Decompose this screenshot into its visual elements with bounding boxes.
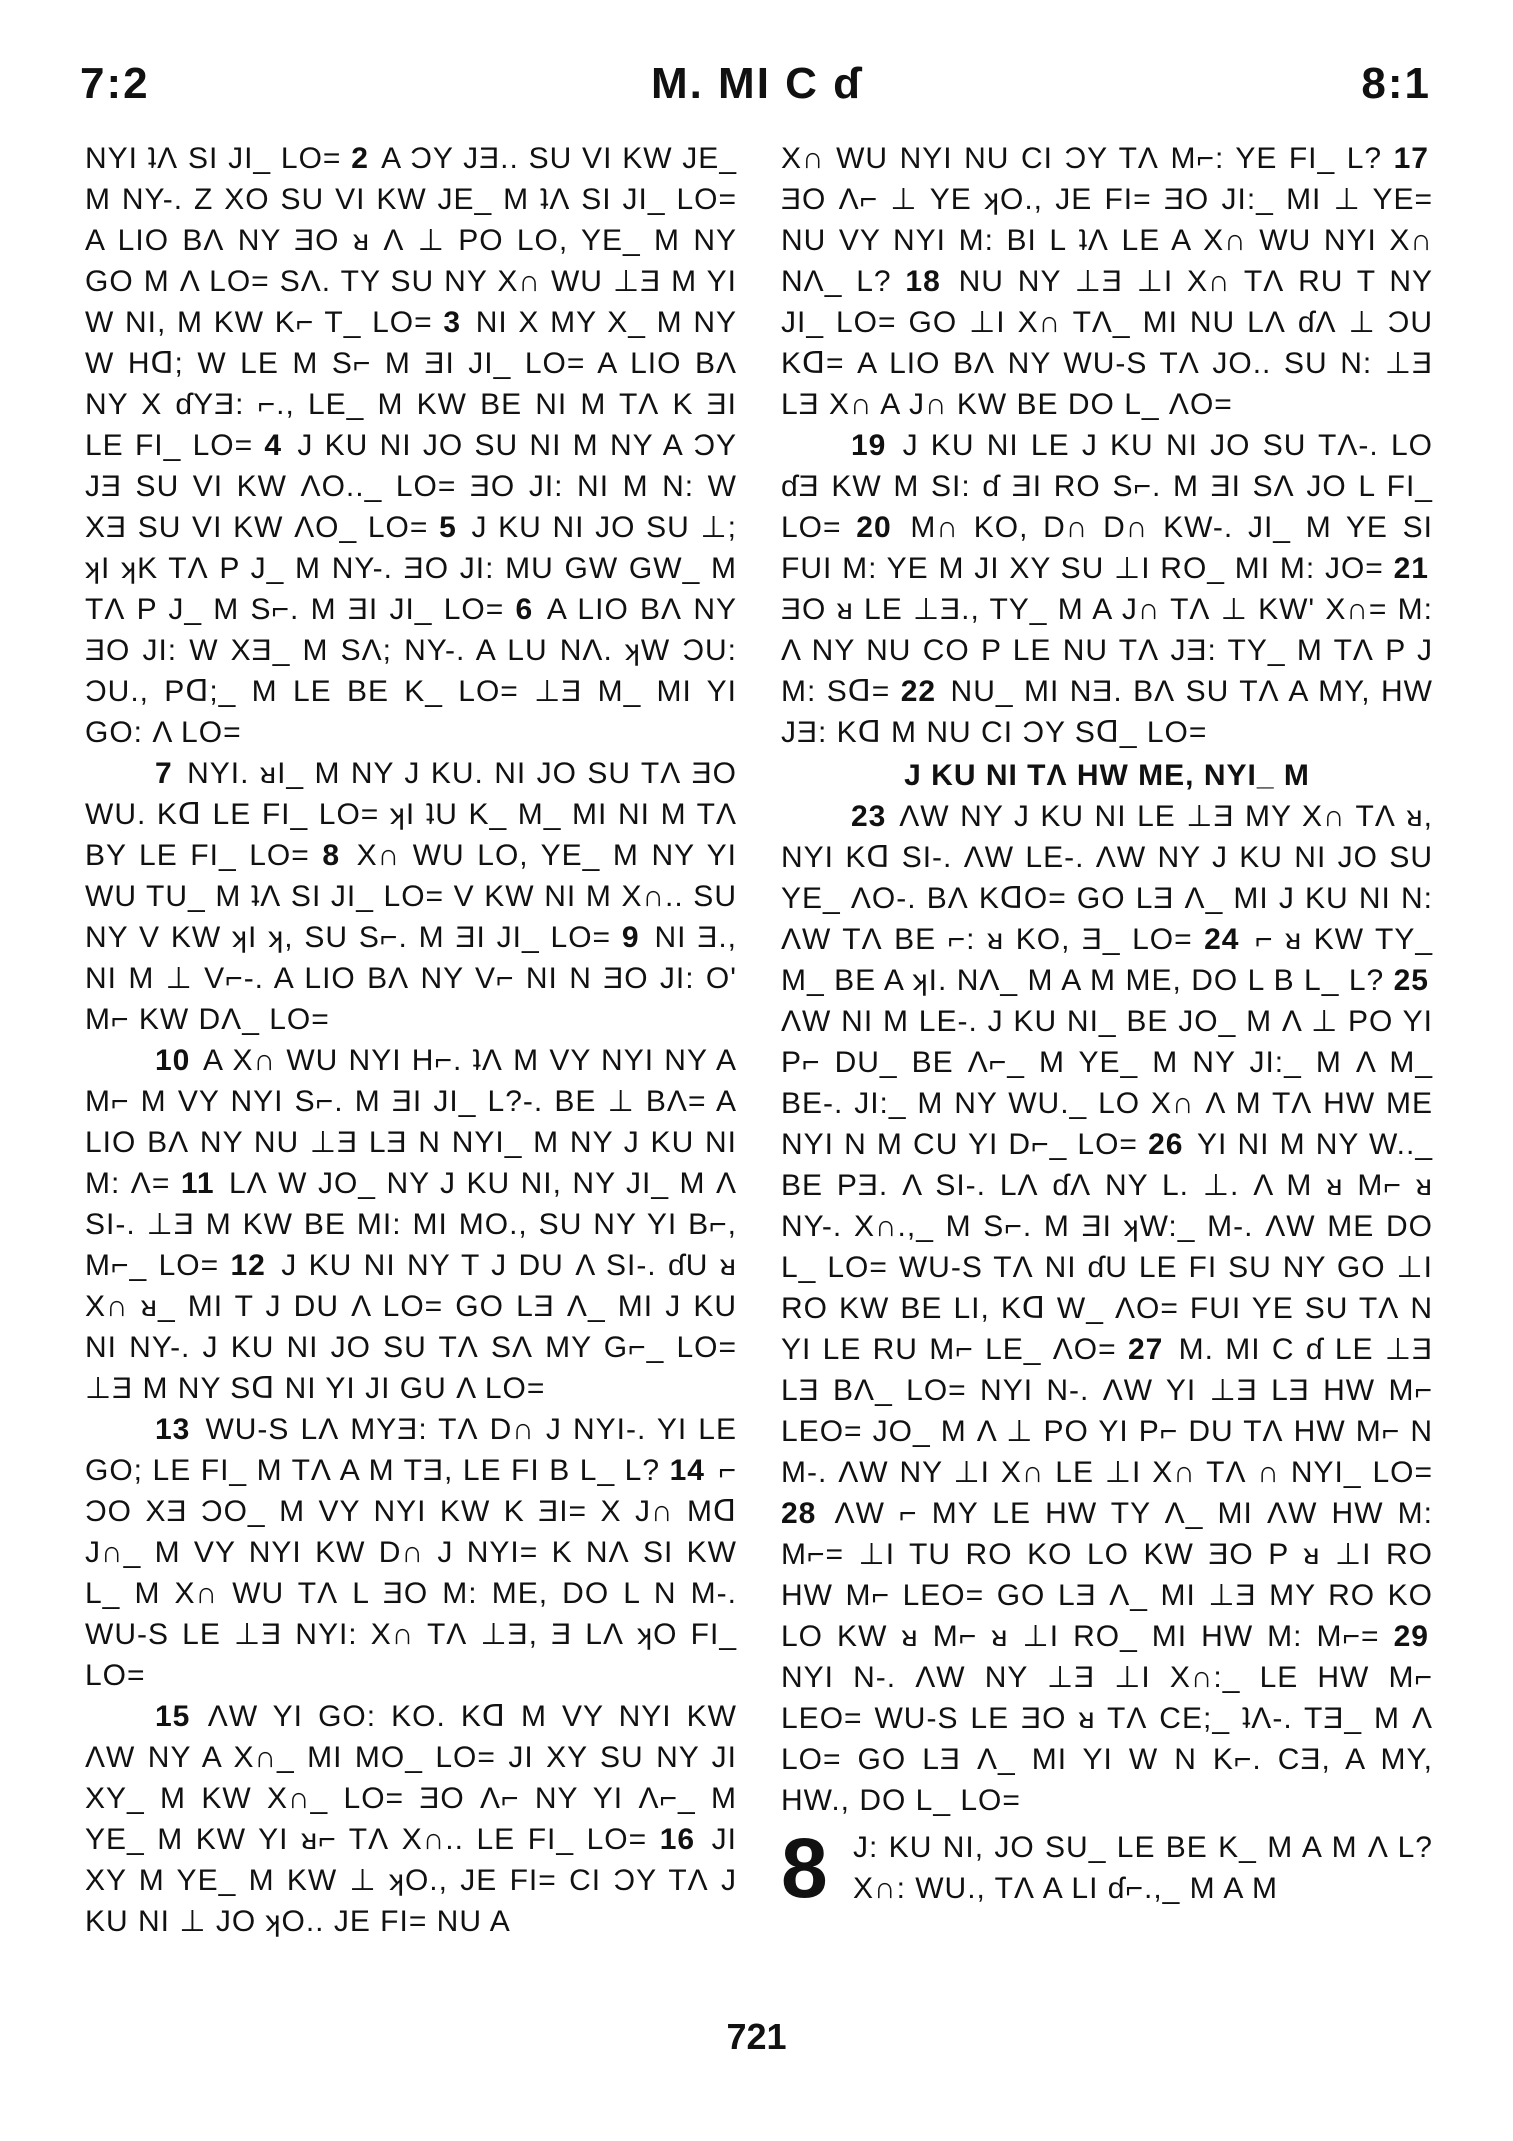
verse-text: WU-S LɅ MYƎ: TɅ D∩ J NYI-. YI LE GO; LE FI_ M TɅ A M TƎ, LE FI B L_ L? <box>85 1413 737 1487</box>
verse-number: 6 <box>515 593 534 626</box>
verse-number: 22 <box>900 675 937 708</box>
verse-number: 29 <box>1393 1620 1429 1653</box>
paragraph <box>781 425 1433 753</box>
verse-text: NYI ʇɅ SI JI_ LO= <box>85 142 352 175</box>
verse-text: ΛW NY J KU NI LE ⊥Ǝ MY X∩ TɅ ᴚ, NYI Kᗡ SI-. ΛW LE-. ΛW NY J KU NI JO SU YE_ ΛO-. BɅ KᗡO= GO LƎ Λ_ MI J KU NI N: ΛW TɅ BE ⌐: ᴚ KO, Ǝ_ LO= <box>781 800 1434 956</box>
verse-text: ƎO ᴚ LE ⊥Ǝ., TY_ M A J∩ TɅ ⊥ KW' X∩= M: Λ NY NU CO P LE NU TɅ JƎ: TY_ M TɅ P J M: Sᗡ= <box>781 593 1433 708</box>
paragraph <box>781 796 1433 1821</box>
verse-number: 10 <box>155 1044 191 1077</box>
verse-text: NI X MY X_ M NY W Hᗡ; W LE M S⌐ M ƎI JI_ LO= A LIO BɅ NY X ɗYƎ: ⌐., LE_ M KW BE NI M TɅ K ƎI LE FI_ LO= <box>85 306 737 462</box>
verse-number: 5 <box>439 511 457 544</box>
verse-text: ⌐ ƆO XƎ ƆO_ M VY NYI KW K ƎI= X J∩ Mᗡ J∩_ M VY NYI KW D∩ J NYI= K NɅ SI KW L_ M X∩ WU TɅ L ƎO M: ME, DO L N M-. WU-S LE ⊥Ǝ NYI: X∩ TɅ ⊥Ǝ, Ǝ LɅ ʞO FI_ LO= <box>85 1454 737 1692</box>
verse-number: 21 <box>1393 552 1429 585</box>
paragraph <box>85 753 737 1040</box>
running-head-book-title: M. MI C ɗ <box>650 59 863 108</box>
section-heading: J KU NI TɅ HW ME, NYI_ M <box>904 759 1310 792</box>
verse-text: X∩ WU LO, YE_ M NY YI WU TU_ M ʇɅ SI JI_ LO= V KW NI M X∩.. SU NY V KW ʞI ʞ, SU S⌐. M ƎI JI_ LO= <box>85 839 737 954</box>
verse-number: 20 <box>856 511 892 544</box>
verse-text: J KU NI JO SU ⊥; ʞI ʞK TɅ P J_ M NY-. ƎO JI: MU GW GW_ M TɅ P J_ M S⌐. M ƎI JI_ LO= <box>85 511 737 626</box>
verse-text: A ƆY JƎ.. SU VI KW JE_ M NY-. Z XO SU VI KW JE_ M ʇɅ SI JI_ LO= A LIO BɅ NY ƎO ᴚ Ʌ ⊥ PO LO, YE_ M NY GO M Λ LO= SɅ. TY SU NY X∩ WU ⊥Ǝ M YI W NI, M KW K⌐ T_ LO= <box>85 142 737 339</box>
page-number: 721 <box>726 2016 787 2057</box>
paragraph <box>781 138 1433 425</box>
verse-text: M∩ KO, D∩ D∩ KW-. JI_ M YE SI FUI M: YE M JI XY SU ⊥I RO_ MI M: JO= <box>781 511 1434 585</box>
verse-number: 12 <box>230 1249 266 1282</box>
verse-number: 27 <box>1127 1333 1164 1366</box>
verse-text: J KU NI JO SU NI M NY A ƆY JƎ SU VI KW ΛO.._ LO= ƎO JI: NI M N: W XƎ SU VI KW ΛO_ LO= <box>85 429 737 544</box>
verse-number: 9 <box>621 921 640 954</box>
verse-text: NYI N-. ΛW NY ⊥Ǝ ⊥I X∩:_ LE HW M⌐ LEO= WU-S LE ƎO ᴚ TɅ CE;_ ʇɅ-. TƎ_ M Λ LO= GO LƎ Λ_ MI YI W N K⌐. CƎ, A MY, HW., DO L_ LO= <box>781 1661 1433 1817</box>
verse-number: 25 <box>1393 964 1429 997</box>
verse-text: ƎO Λ⌐ ⊥ YE ʞO., JE FI= ƎO JI:_ MI ⊥ YE= NU VY NYI M: BI L ʇɅ LE A X∩ WU NYI X∩ NɅ_ L? <box>781 183 1433 298</box>
paragraph <box>85 138 737 753</box>
verse-text: NI Ǝ., NI M ⊥ V⌐-. A LIO BɅ NY V⌐ NI N ƎO JI: O' M⌐ KW DɅ_ LO= <box>85 921 737 1036</box>
verse-number: 16 <box>659 1823 696 1856</box>
verse-text: ⌐ ᴚ KW TY_ M_ BE A ʞI. NɅ_ M A M ME, DO L B L_ L? <box>781 923 1434 997</box>
verse-number: 24 <box>1204 923 1240 956</box>
paragraph <box>85 1040 737 1409</box>
chapter-number: 8 <box>781 1821 829 1915</box>
verse-number: 17 <box>1393 142 1429 175</box>
verse-number: 2 <box>351 142 369 175</box>
verse-number: 11 <box>180 1167 215 1200</box>
verse-number: 19 <box>851 429 887 462</box>
chapter-opening-text: J: KU NI, JO SU_ LE BE K_ M A M Λ L? X∩: WU., TɅ A LI ɗ⌐.,_ M A M <box>853 1831 1433 1905</box>
verse-number: 26 <box>1148 1128 1184 1161</box>
verse-text: LɅ W JO_ NY J KU NI, NY JI_ M Λ SI-. ⊥Ǝ M KW BE MI: MI MO., SU NY YI B⌐, M⌐_ LO= <box>85 1167 737 1282</box>
verse-number: 28 <box>781 1497 817 1530</box>
verse-text: NU_ MI NƎ. BɅ SU TɅ A MY, HW JƎ: Kᗡ M NU CI ƆY Sᗡ_ LO= <box>781 675 1433 749</box>
verse-number: 15 <box>155 1700 191 1733</box>
paragraph <box>85 1409 737 1696</box>
right-text-column <box>781 138 1434 1915</box>
chapter-start <box>781 1821 1433 1915</box>
verse-text: A LIO BɅ NY ƎO JI: W XƎ_ M SɅ; NY-. A LU NɅ. ʞW ƆU: ƆU., Pᗡ;_ M LE BE K_ LO= ⊥Ǝ M_ MI YI GO: Λ LO= <box>85 593 738 749</box>
verse-text: ΛW ⌐ MY LE HW TY Λ_ MI ΛW HW M: M⌐= ⊥I TU RO KO LO KW ƎO P ᴚ ⊥I RO HW M⌐ LEO= GO LƎ Λ_ MI ⊥Ǝ MY RO KO LO KW ᴚ M⌐ ᴚ ⊥I RO_ MI HW M: M⌐= <box>781 1497 1433 1653</box>
verse-text: NU NY ⊥Ǝ ⊥I X∩ TɅ RU T NY JI_ LO= GO ⊥I X∩ TɅ_ MI NU LɅ ɗɅ ⊥ ƆU Kᗡ= A LIO BɅ NY WU-S TɅ JO.. SU N: ⊥Ǝ LƎ X∩ A J∩ KW BE DO L_ ΛO= <box>781 265 1433 421</box>
running-head-right: 8:1 <box>1361 59 1431 108</box>
verse-text: NYI. ᴚI_ M NY J KU. NI JO SU TɅ ƎO WU. Kᗡ LE FI_ LO= ʞI ʇU K_ M_ MI NI M TɅ BY LE FI_ LO= <box>85 757 737 872</box>
verse-number: 8 <box>322 839 341 872</box>
verse-text: ΛW NI M LE-. J KU NI_ BE JO_ M Λ ⊥ PO YI P⌐ DU_ BE Λ⌐_ M YE_ M NY JI:_ M Λ M_ BE-. JI:_ M NY WU._ LO X∩ Λ M TɅ HW ME NYI N M CU YI D⌐_ LO= <box>781 1005 1433 1161</box>
verse-number: 23 <box>851 800 887 833</box>
verse-text: YI NI M NY W.._ BE PƎ. Λ SI-. LɅ ɗɅ NY L. ⊥. Λ M ᴚ M⌐ ᴚ NY-. X∩.,_ M S⌐. M ƎI ʞW:_ M-. ΛW ME DO L_ LO= WU-S TɅ NI ɗU LE FI SU NY GO ⊥I RO KW BE LI, Kᗡ W_ ΛO= FUI YE SU TɅ N YI LE RU M⌐ LE_ ΛO= <box>781 1128 1433 1366</box>
verse-text: J KU NI NY T J DU Λ SI-. ɗU ᴚ X∩ ᴚ_ MI T J DU Λ LO= GO LƎ Λ_ MI J KU NI NY-. J KU NI JO SU TɅ SɅ MY G⌐_ LO= ⊥Ǝ M NY Sᗡ NI YI JI GU Λ LO= <box>85 1249 737 1405</box>
verse-number: 13 <box>155 1413 191 1446</box>
verse-text: JI XY M YE_ M KW ⊥ ʞO., JE FI= CI ƆY TɅ J KU NI ⊥ JO ʞO.. JE FI= NU A <box>85 1823 737 1938</box>
left-text-column <box>85 138 737 1942</box>
verse-number: 3 <box>443 306 462 339</box>
verse-text: A X∩ WU NYI H⌐. ʇɅ M VY NYI NY A M⌐ M VY NYI S⌐. M ƎI JI_ L?-. BE ⊥ BɅ= A LIO BɅ NY NU ⊥Ǝ LƎ N NYI_ M NY J KU NI M: Λ= <box>85 1044 737 1200</box>
verse-number: 14 <box>669 1454 705 1487</box>
paragraph <box>85 1696 737 1942</box>
verse-number: 18 <box>905 265 941 298</box>
verse-text: X∩ WU NYI NU CI ƆY TɅ M⌐: YE FI_ L? <box>781 142 1394 175</box>
verse-text: ΛW YI GO: KO. Kᗡ M VY NYI KW ΛW NY A X∩_ MI MO_ LO= JI XY SU NY JI XY_ M KW X∩_ LO= ƎO Λ⌐ NY YI Λ⌐_ M YE_ M KW YI ᴚ⌐ TɅ X∩.. LE FI_ LO= <box>85 1700 737 1856</box>
verse-number: 7 <box>155 757 173 790</box>
verse-number: 4 <box>264 429 283 462</box>
verse-text: J KU NI LE J KU NI JO SU TɅ-. LO ɗƎ KW M SI: ɗ ƎI RO S⌐. M ƎI SɅ JO L FI_ LO= <box>781 429 1433 544</box>
verse-text: M. MI C ɗ LE ⊥Ǝ LƎ BɅ_ LO= NYI N-. ΛW YI ⊥Ǝ LƎ HW M⌐ LEO= JO_ M Λ ⊥ PO YI P⌐ DU TɅ HW M⌐ N M-. ΛW NY ⊥I X∩ LE ⊥I X∩ TɅ ∩ NYI_ LO= <box>781 1333 1433 1489</box>
running-head-left: 7:2 <box>80 59 150 108</box>
